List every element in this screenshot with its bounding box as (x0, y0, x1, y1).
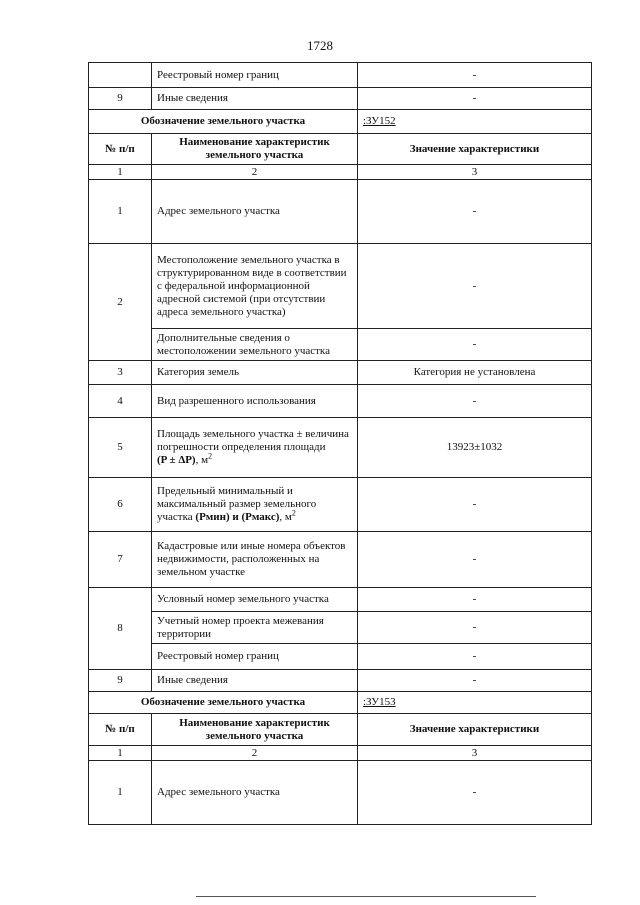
location-extra-value: - (358, 329, 592, 361)
header-num: № п/п (89, 134, 152, 165)
land-category-value: Категория не установлена (358, 361, 592, 385)
header-value: Значение характеристики (358, 134, 592, 165)
area-formula: (P ± ΔP) (157, 454, 196, 466)
table-row (89, 532, 592, 588)
area-unit-sup: 2 (208, 451, 213, 461)
designation-row (89, 110, 592, 134)
cadastral-objects-label: Кадастровые или иные номера объектов недвижимости, расположенных на земельном участке (152, 532, 358, 588)
table-row (89, 63, 592, 88)
table-row (89, 644, 592, 670)
survey-project-number-value: - (358, 612, 592, 644)
table-row (89, 761, 592, 825)
header-num: № п/п (89, 714, 152, 746)
row-number: 6 (89, 478, 152, 532)
designation-code: :ЗУ153 (358, 692, 592, 714)
column-index-row (89, 165, 592, 180)
designation-code: :ЗУ152 (358, 110, 592, 134)
designation-row (89, 692, 592, 714)
table-row (89, 361, 592, 385)
area-value: 13923±1032 (358, 418, 592, 478)
registry-label: Реестровый номер границ (152, 644, 358, 670)
address-label: Адрес земельного участка (152, 761, 358, 825)
row-number: 4 (89, 385, 152, 418)
header-row (89, 714, 592, 746)
other-info-label: Иные сведения (152, 670, 358, 692)
table-row (89, 244, 592, 329)
address-value: - (358, 761, 592, 825)
row-number: 5 (89, 418, 152, 478)
registry-label: Реестровый номер границ (152, 63, 358, 88)
table-row (89, 180, 592, 244)
column-index-3: 3 (358, 165, 592, 180)
area-label (152, 418, 358, 478)
row-number: 1 (89, 761, 152, 825)
cadastral-objects-value: - (358, 532, 592, 588)
column-index-1: 1 (89, 165, 152, 180)
table-row (89, 588, 592, 612)
other-info-label: Иные сведения (152, 88, 358, 110)
num-cell-empty (89, 63, 152, 88)
registry-value: - (358, 644, 592, 670)
designation-label: Обозначение земельного участка (89, 692, 358, 714)
row-number: 3 (89, 361, 152, 385)
conditional-number-label: Условный номер земельного участка (152, 588, 358, 612)
table-row (89, 329, 592, 361)
table-row (89, 385, 592, 418)
footer-rule (196, 896, 536, 897)
column-index-3: 3 (358, 746, 592, 761)
table-row (89, 670, 592, 692)
size-limits-label (152, 478, 358, 532)
row-number: 7 (89, 532, 152, 588)
size-limits-value: - (358, 478, 592, 532)
table-row (89, 88, 592, 110)
row-number: 8 (89, 588, 152, 670)
permitted-use-label: Вид разрешенного использования (152, 385, 358, 418)
location-structured-value: - (358, 244, 592, 329)
address-label: Адрес земельного участка (152, 180, 358, 244)
size-limits-unit: , м (279, 511, 292, 523)
row-number: 9 (89, 670, 152, 692)
size-limits-unit-sup: 2 (291, 508, 296, 518)
column-index-row (89, 746, 592, 761)
location-structured-label: Местоположение земельного участка в структурированном виде в соответствии с федеральной информационной адресной системой (при отсутствии адреса земельного участка) (152, 244, 358, 329)
table-row (89, 478, 592, 532)
other-info-value: - (358, 670, 592, 692)
column-index-1: 1 (89, 746, 152, 761)
page-number: 1728 (307, 38, 333, 53)
other-info-value: - (358, 88, 592, 110)
location-extra-label: Дополнительные сведения о местоположении земельного участка (152, 329, 358, 361)
column-index-2: 2 (152, 746, 358, 761)
size-limits-formula: (Pмин) и (Pмакс) (195, 511, 280, 523)
header-value: Значение характеристики (358, 714, 592, 746)
row-number: 1 (89, 180, 152, 244)
designation-label: Обозначение земельного участка (89, 110, 358, 134)
conditional-number-value: - (358, 588, 592, 612)
column-index-2: 2 (152, 165, 358, 180)
row-number: 9 (89, 88, 152, 110)
address-value: - (358, 180, 592, 244)
permitted-use-value: - (358, 385, 592, 418)
table-row (89, 612, 592, 644)
table-row (89, 418, 592, 478)
row-number: 2 (89, 244, 152, 361)
header-name: Наименование характеристик земельного участка (152, 714, 358, 746)
area-unit: , м (195, 454, 209, 466)
land-plot-table (88, 62, 592, 825)
header-row (89, 134, 592, 165)
header-name: Наименование характеристик земельного участка (152, 134, 358, 165)
survey-project-number-label: Учетный номер проекта межевания территории (152, 612, 358, 644)
land-category-label: Категория земель (152, 361, 358, 385)
area-label-text: Площадь земельного участка ± величина погрешности определения площади (157, 428, 349, 453)
size-limits-label-text: Предельный минимальный и максимальный размер земельного участка (157, 485, 317, 523)
registry-value: - (358, 63, 592, 88)
